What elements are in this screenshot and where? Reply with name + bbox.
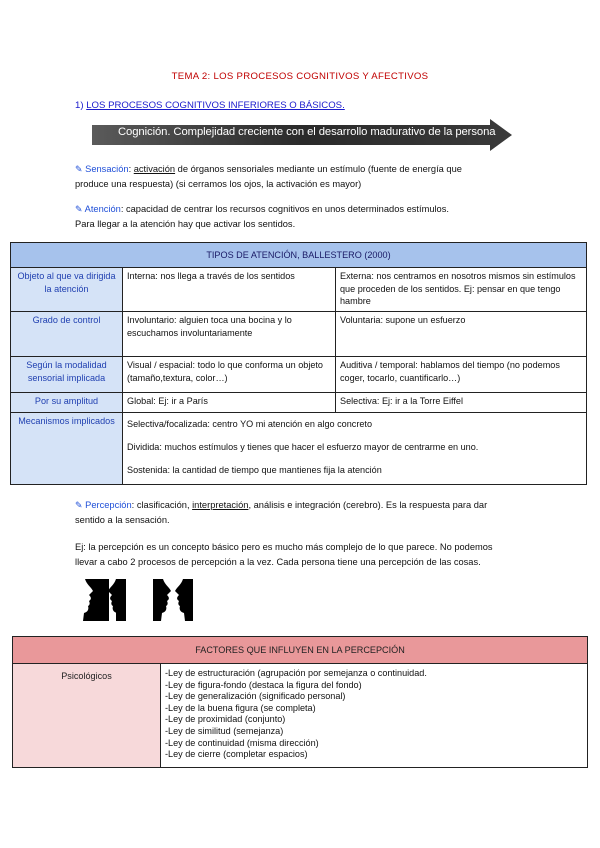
row-cell-b: Externa: nos centramos en nosotros mismos sin estímulos que proceden de los sentidos. Ej: pensar en que tengo hambre — [336, 268, 587, 312]
tipos-atencion-table — [10, 242, 587, 485]
laws-cell — [161, 664, 588, 768]
law-item: -Ley de continuidad (misma dirección) — [165, 737, 319, 748]
row-cell-b: Voluntaria: supone un esfuerzo — [336, 312, 587, 357]
row-label: Grado de control — [11, 312, 123, 357]
pointer-hand-icon: ✎ — [75, 164, 83, 174]
row-cell-a: Global: Ej: ir a París — [123, 393, 336, 413]
atencion-line2: Para llegar a la atención hay que activar los sentidos. — [75, 219, 296, 229]
law-item: -Ley de generalización (significado personal) — [165, 691, 346, 702]
table-row — [13, 664, 588, 768]
section-heading — [75, 100, 345, 111]
atencion-line1: : capacidad de centrar los recursos cognitivos en unos determinados estímulos. — [120, 204, 449, 214]
mecanismo-item: Selectiva/focalizada: centro YO mi atención en algo concreto — [127, 419, 372, 429]
law-item: -Ley de proximidad (conjunto) — [165, 714, 286, 725]
table-row — [11, 413, 587, 485]
atencion-paragraph — [75, 202, 530, 232]
percepcion-keyword: interpretación — [192, 500, 249, 510]
row-cell-b: Selectiva: Ej: ir a la Torre Eiffel — [336, 393, 587, 413]
table-row — [11, 357, 587, 393]
row-label: Objeto al que va dirigida la atención — [11, 268, 123, 312]
law-item: -Ley de figura-fondo (destaca la figura del fondo) — [165, 679, 362, 690]
percepcion-text2: , análisis e integración (cerebro). Es la respuesta para dar — [248, 500, 488, 510]
page-title: TEMA 2: LOS PROCESOS COGNITIVOS Y AFECTIVOS — [171, 71, 429, 82]
row-label: Por su amplitud — [11, 393, 123, 413]
law-item: -Ley de la buena figura (se completa) — [165, 702, 316, 713]
table-row — [11, 393, 587, 413]
row-cell-b: Auditiva / temporal: hablamos del tiempo (no podemos coger, tocarlo, cuantificarlo…) — [336, 357, 587, 393]
face-vase-illusion-image — [75, 579, 195, 621]
row-label: Psicológicos — [13, 664, 161, 768]
example-line2: llevar a cabo 2 procesos de percepción a la vez. Cada persona tiene una percepción de las cosas. — [75, 557, 481, 567]
sensacion-keyword: activación — [133, 164, 176, 174]
row-label: Mecanismos implicados — [11, 413, 123, 485]
atencion-label: Atención — [84, 204, 121, 214]
percepcion-line2: sentido a la sensación. — [75, 515, 170, 525]
example-line1: Ej: la percepción es un concepto básico pero es mucho más complejo de lo que parece. No podemos — [75, 542, 493, 552]
table-row — [11, 312, 587, 357]
table-header: TIPOS DE ATENCIÓN, BALLESTERO (2000) — [11, 243, 587, 268]
sensacion-line2: produce una respuesta) (si cerramos los ojos, la activación es mayor) — [75, 179, 362, 189]
section-title: LOS PROCESOS COGNITIVOS INFERIORES O BÁSICOS. — [86, 100, 345, 111]
law-item: -Ley de similitud (semejanza) — [165, 725, 284, 736]
percepcion-text1: : clasificación, — [131, 500, 193, 510]
cognition-arrow-banner — [92, 119, 512, 151]
row-cell-a: Involuntario: alguien toca una bocina y lo escuchamos involuntariamente — [123, 312, 336, 357]
table-row — [11, 268, 587, 312]
table-header: FACTORES QUE INFLUYEN EN LA PERCEPCIÓN — [13, 637, 588, 664]
row-cell-a: Interna: nos llega a través de los sentidos — [123, 268, 336, 312]
section-number: 1) — [75, 100, 84, 111]
sensacion-text: de órganos sensoriales mediante un estímulo (fuente de energía que — [175, 164, 462, 174]
percepcion-example — [75, 540, 530, 570]
sensacion-label: Sensación — [85, 164, 129, 174]
factores-percepcion-table — [12, 636, 588, 768]
row-cell-a: Visual / espacial: todo lo que conforma un objeto (tamaño,textura, color…) — [123, 357, 336, 393]
law-item: -Ley de estructuración (agrupación por semejanza o continuidad. — [165, 668, 427, 678]
mecanismo-item: Dividida: muchos estímulos y tienes que hacer el esfuerzo mayor de centrarme en uno. — [127, 442, 479, 452]
pointer-hand-icon: ✎ — [75, 500, 83, 510]
arrow-banner-text: Cognición. Complejidad creciente con el desarrollo madurativo de la persona — [118, 126, 496, 138]
sensacion-paragraph: ✎ Sensación: activación de órganos sensoriales mediante un estímulo (fuente de energía que produce una respuesta) (si cerramos los ojos, la activación es mayor) — [75, 164, 462, 189]
pointer-hand-icon: ✎ — [75, 204, 83, 214]
percepcion-label: Percepción — [85, 500, 132, 510]
row-label: Según la modalidad sensorial implicada — [11, 357, 123, 393]
law-item: -Ley de cierre (completar espacios) — [165, 749, 308, 760]
mecanismo-item: Sostenida: la cantidad de tiempo que mantienes fija la atención — [127, 465, 382, 475]
percepcion-paragraph — [75, 498, 530, 528]
mecanismos-cell — [123, 413, 587, 485]
